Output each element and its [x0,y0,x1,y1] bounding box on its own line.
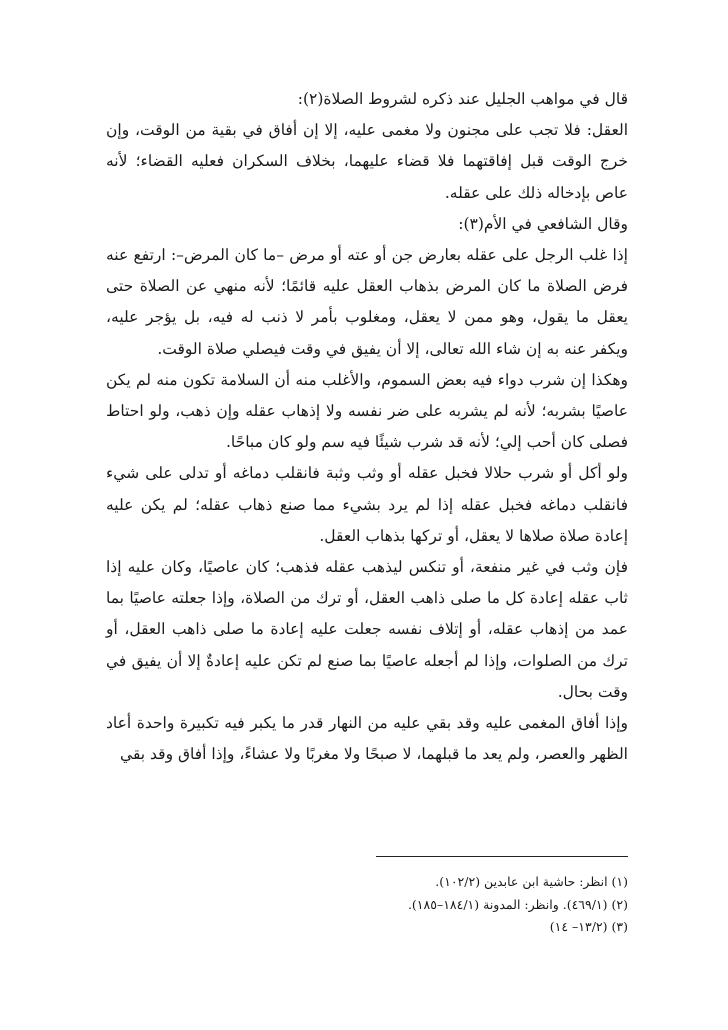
main-text [106,84,628,770]
paragraph-majnun: إذا غلب الرجل على عقله بعارض جن أو عته أو مرض –ما كان المرض–: ارتفع عنه فرض الصلاة ما كان المرض بذهاب العقل عليه قائمًا؛ لأنه منهي عن الصلاة حتى يعقل ما يقول، وهو ممن لا يعقل، ومغلوب بأمر لا ذنب له فيه، بل يؤجر عليه، ويكفر عنه به إن شاء الله تعالى، إلا أن يفيق في وقت فيصلي صلاة الوقت. [106,246,628,358]
footnote-1: (١) انظر: حاشية ابن عابدين (١٠٢/٢). [435,874,628,889]
paragraph-intro: قال في مواهب الجليل عند ذكره لشروط الصلاة(٢): [297,90,628,108]
paragraph-shafii-intro: وقال الشافعي في الأم(٣): [458,214,628,233]
body-text [106,84,628,770]
paragraph-dawa: وهكذا إن شرب دواء فيه بعض السموم، والأغلب منه أن السلامة تكون منه لم يكن عاصيًا بشربه؛ لأنه لم يشربه على ضر نفسه ولا إذهاب عقله وإن ذهب، ولو احتاط فصلى كان أحب إلي؛ لأنه قد شرب شيئًا فيه سم ولو كان مباحًا. [106,370,628,452]
footnote-2: (٢) (٤٦٩/١). وانظر: المدونة (١٨٤/١–١٨٥). [407,896,628,912]
footnote-divider [376,856,628,857]
footnotes [106,856,628,939]
footnote-3: (٣) (١٣/٢– ١٤) [549,919,628,934]
footnote-list [106,871,628,939]
paragraph-aql: العقل: فلا تجب على مجنون ولا مغمى عليه، إلا إن أفاق في بقية من الوقت، وإن خرج الوقت قبل إفاقتهما فلا قضاء عليهما، بخلاف السكران فعليه القضاء؛ لأنه عاص بإدخاله ذلك على عقله. [106,121,628,202]
paragraph-wathab: فإن وثب في غير منفعة، أو تنكس ليذهب عقله فذهب؛ كان عاصيًا، وكان عليه إذا ثاب عقله إعادة كل ما صلى ذاهب العقل، أو ترك من الصلاة، وإذا جعلته عاصيًا بما عمد من إذهاب عقله، أو إتلاف نفسه جعلت عليه إعادة ما صلى ذاهب العقل، أو ترك من الصلوات، وإذا لم أجعله عاصيًا بما صنع لم تكن عليه إعادةٌ إلا أن يفيق في وقت بحال. [106,558,628,701]
paragraph-ifaqa: وإذا أفاق المغمى عليه وقد بقي عليه من النهار قدر ما يكبر فيه تكبيرة واحدة أعاد الظهر والعصر، ولم يعد ما قبلهما، لا صبحًا ولا مغربًا ولا عشاءً، وإذا أفاق وقد بقي [106,714,628,764]
paragraph-halal: ولو أكل أو شرب حلالا فخبل عقله أو وثب وثبة فانقلب دماغه أو تدلى على شيء فانقلب دماغه فخبل عقله إذا لم يرد بشيء مما صنع ذهاب عقله؛ لم يكن عليه إعادة صلاة صلاها لا يعقل، أو تركها بذهاب العقل. [106,464,628,545]
